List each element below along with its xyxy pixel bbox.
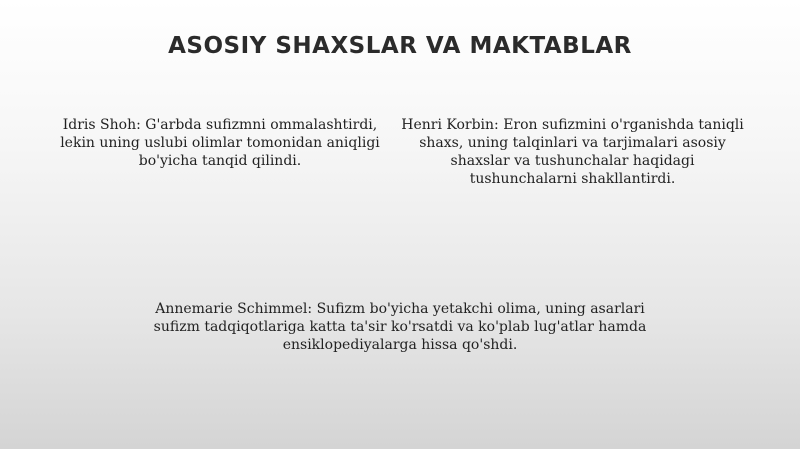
slide-title: ASOSIY SHAXSLAR VA MAKTABLAR [168,33,632,59]
text-block-annemarie-schimmel: Annemarie Schimmel: Sufizm bo'yicha yetakchi olima, uning asarlari sufizm tadqiqotlariga katta ta'sir ko'rsatdi va ko'plab lug'atlar hamda ensiklopediyalarga hissa qo'shdi. [153,301,647,353]
text-block-idris-shoh: Idris Shoh: G'arbda sufizmni ommalashtirdi, lekin uning uslubi olimlar tomonidan aniqligi bo'yicha tanqid qilindi. [60,117,380,169]
text-block-henri-korbin: Henri Korbin: Eron sufizmini o'rganishda taniqli shaxs, uning talqinlari va tarjimalari asosiy shaxslar va tushunchalar haqidagi tushunchalarni shakllantirdi. [401,117,744,187]
